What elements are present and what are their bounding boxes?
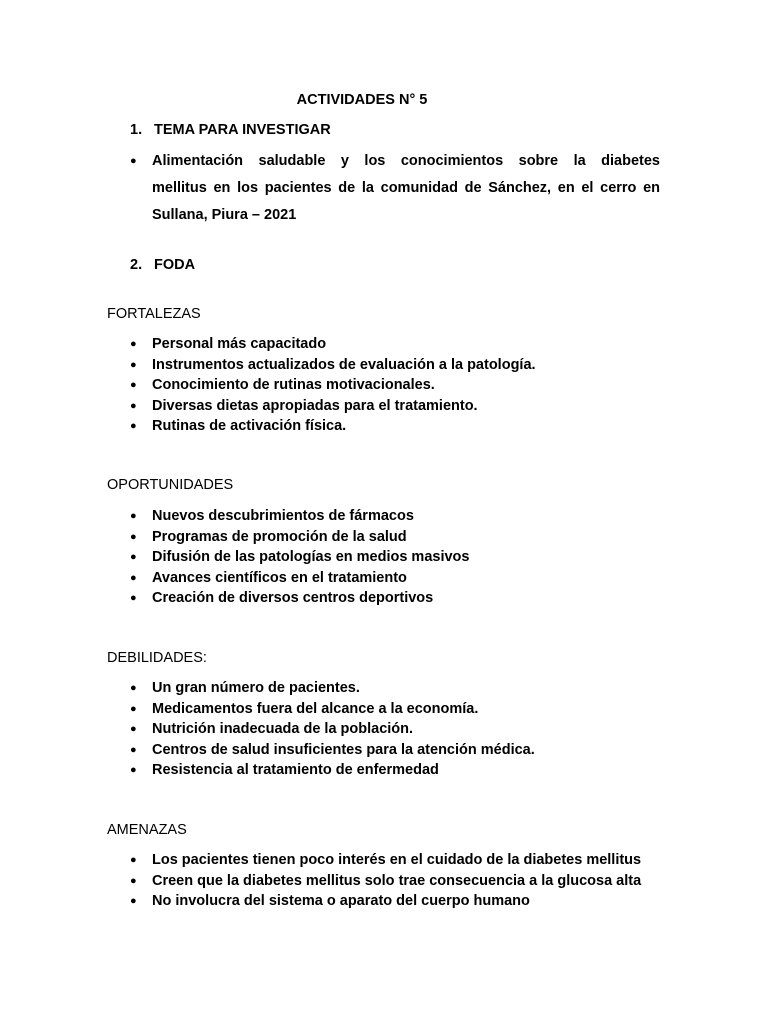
- numbered-item-2: [130, 257, 195, 273]
- bullet-icon: ●: [130, 399, 137, 412]
- topic-line-3: Sullana, Piura – 2021: [152, 207, 297, 223]
- list-item: ● Nuevos descubrimientos de fármacos: [130, 506, 469, 527]
- bullet-icon: ●: [130, 155, 137, 167]
- list-item: ● Un gran número de pacientes.: [130, 678, 535, 699]
- bullet-icon: ●: [130, 338, 137, 350]
- oportunidades-list: [130, 506, 469, 609]
- bullet-icon: ●: [130, 895, 137, 908]
- bullet-icon: ●: [130, 592, 137, 605]
- bullet-icon: ●: [130, 723, 137, 736]
- bullet-icon: ●: [130, 764, 137, 777]
- bullet-icon: ●: [130, 874, 137, 887]
- bullet-icon: ●: [130, 420, 137, 433]
- bullet-icon: ●: [130, 743, 137, 756]
- bullet-icon: ●: [130, 358, 137, 371]
- section-heading-debilidades: DEBILIDADES:: [107, 650, 207, 666]
- list-item: ● Resistencia al tratamiento de enfermedad: [130, 760, 535, 781]
- list-item: ● Creación de diversos centros deportivos: [130, 588, 469, 609]
- topic-line-1: Alimentación saludable y los conocimientos sobre la diabetes: [152, 153, 660, 169]
- list-item: ● Rutinas de activación física.: [130, 416, 536, 437]
- bullet-icon: ●: [130, 379, 137, 392]
- item-label: TEMA PARA INVESTIGAR: [154, 122, 331, 138]
- section-heading-oportunidades: OPORTUNIDADES: [107, 477, 234, 493]
- bullet-icon: ●: [130, 571, 137, 584]
- item-label: FODA: [154, 257, 196, 273]
- list-item: ● Diversas dietas apropiadas para el tratamiento.: [130, 396, 536, 417]
- bullet-icon: ●: [130, 682, 137, 694]
- list-item: ● Instrumentos actualizados de evaluación a la patología.: [130, 355, 536, 376]
- list-item: ● Nutrición inadecuada de la población.: [130, 719, 535, 740]
- list-item: ● Conocimiento de rutinas motivacionales.: [130, 375, 536, 396]
- list-item: ● Programas de promoción de la salud: [130, 527, 469, 548]
- debilidades-list: [130, 678, 535, 781]
- bullet-icon: ●: [130, 530, 137, 543]
- item-number: 2.: [130, 257, 143, 273]
- fortalezas-list: [130, 334, 536, 437]
- bullet-icon: ●: [130, 702, 137, 715]
- section-heading-fortalezas: FORTALEZAS: [107, 306, 201, 322]
- page-title: ACTIVIDADES N° 5: [296, 92, 428, 108]
- bullet-icon: ●: [130, 510, 137, 522]
- list-item: ● Creen que la diabetes mellitus solo trae consecuencia a la glucosa alta: [130, 871, 641, 892]
- list-item: ● Medicamentos fuera del alcance a la economía.: [130, 699, 535, 720]
- list-item: ● No involucra del sistema o aparato del cuerpo humano: [130, 891, 641, 912]
- list-item: ● Personal más capacitado: [130, 334, 536, 355]
- numbered-item-1: [130, 122, 331, 138]
- topic-line-2: mellitus en los pacientes de la comunidad de Sánchez, en el cerro en: [152, 180, 660, 196]
- item-number: 1.: [130, 122, 143, 138]
- bullet-icon: ●: [130, 551, 137, 564]
- section-heading-amenazas: AMENAZAS: [107, 822, 187, 838]
- amenazas-list: [130, 850, 641, 912]
- list-item: ● Los pacientes tienen poco interés en el cuidado de la diabetes mellitus: [130, 850, 641, 871]
- bullet-icon: ●: [130, 854, 137, 866]
- list-item: ● Avances científicos en el tratamiento: [130, 568, 469, 589]
- research-topic: [130, 148, 660, 229]
- list-item: ● Difusión de las patologías en medios masivos: [130, 547, 469, 568]
- list-item: ● Centros de salud insuficientes para la atención médica.: [130, 740, 535, 761]
